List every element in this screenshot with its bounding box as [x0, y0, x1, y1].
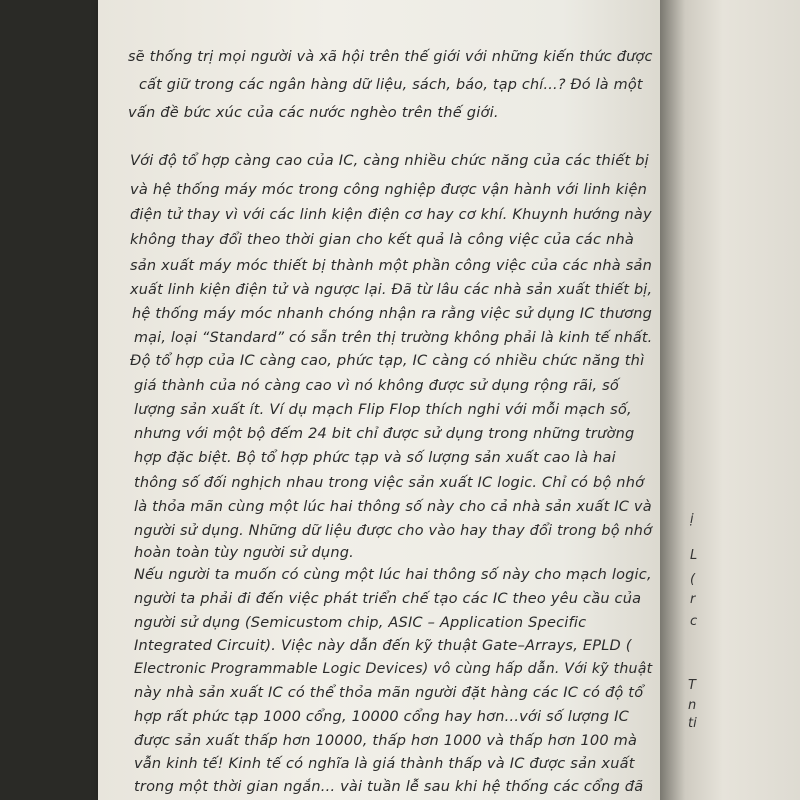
text-line: trong một thời gian ngắn... vài tuần lễ sau khi hệ thống các cổng đã — [134, 778, 644, 795]
text-line: Nếu người ta muốn có cùng một lúc hai thông số này cho mạch logic, — [134, 566, 652, 583]
text-line: Với độ tổ hợp càng cao của IC, càng nhiều chức năng của các thiết bị — [130, 152, 649, 169]
edge-glyph: n — [688, 698, 697, 713]
text-line: người sử dụng. Những dữ liệu được cho vào hay thay đổi trong bộ nhớ — [134, 522, 653, 539]
text-line: và hệ thống máy móc trong công nghiệp được vận hành với linh kiện — [130, 181, 648, 198]
text-line: điện tử thay vì với các linh kiện điện cơ hay cơ khí. Khuynh hướng này — [130, 206, 652, 223]
edge-glyph: r — [690, 592, 696, 607]
text-line: không thay đổi theo thời gian cho kết quả là công việc của các nhà — [130, 231, 635, 248]
adjacent-page — [660, 0, 800, 800]
edge-glyph: c — [690, 614, 698, 629]
text-line: Integrated Circuit). Việc này dẫn đến kỹ thuật Gate–Arrays, EPLD ( — [134, 637, 632, 654]
edge-glyph: T — [688, 678, 696, 693]
edge-glyph: ti — [688, 716, 697, 731]
text-line: hợp đặc biệt. Bộ tổ hợp phức tạp và số lượng sản xuất cao là hai — [134, 449, 616, 466]
text-line: lượng sản xuất ít. Ví dụ mạch Flip Flop thích nghi với mỗi mạch số, — [134, 401, 632, 418]
text-line: Electronic Programmable Logic Devices) vô cùng hấp dẫn. Với kỹ thuật — [134, 660, 653, 677]
text-line: là thỏa mãn cùng một lúc hai thông số này cho cả nhà sản xuất IC và — [134, 498, 652, 515]
text-line: xuất linh kiện điện tử và ngược lại. Đã từ lâu các nhà sản xuất thiết bị, — [130, 281, 653, 298]
text-line: vấn đề bức xúc của các nước nghèo trên thế giới. — [128, 104, 499, 121]
edge-glyph: L — [690, 548, 698, 563]
edge-glyph: ( — [690, 572, 696, 587]
text-line: này nhà sản xuất IC có thể thỏa mãn người đặt hàng các IC có độ tổ — [134, 684, 644, 701]
text-line: hoàn toàn tùy người sử dụng. — [134, 544, 355, 561]
text-line: mại, loại “Standard” có sẵn trên thị trường không phải là kinh tế nhất. — [134, 329, 653, 346]
text-line: cất giữ trong các ngân hàng dữ liệu, sách, báo, tạp chí...? Đó là một — [139, 76, 643, 93]
text-line: hệ thống máy móc nhanh chóng nhận ra rằng việc sử dụng IC thương — [132, 305, 653, 322]
edge-glyph: ị — [690, 512, 694, 527]
text-line: nhưng với một bộ đếm 24 bit chỉ được sử dụng trong những trường — [134, 425, 635, 442]
text-line: sẽ thống trị mọi người và xã hội trên thế giới với những kiến thức được — [128, 48, 653, 65]
text-line: người sử dụng (Semicustom chip, ASIC – Application Specific — [134, 614, 587, 631]
text-line: giá thành của nó càng cao vì nó không được sử dụng rộng rãi, số — [134, 377, 620, 394]
text-line: thông số đối nghịch nhau trong việc sản xuất IC logic. Chỉ có bộ nhớ — [134, 474, 645, 491]
text-line: vẫn kinh tế! Kinh tế có nghĩa là giá thành thấp và IC được sản xuất — [134, 755, 635, 772]
text-line: Độ tổ hợp của IC càng cao, phức tạp, IC càng có nhiều chức năng thì — [130, 352, 645, 369]
text-line: người ta phải đi đến việc phát triển chế tạo các IC theo yêu cầu của — [134, 590, 642, 607]
text-line: hợp rất phức tạp 1000 cổng, 10000 cổng hay hơn...với số lượng IC — [134, 708, 630, 725]
text-line: được sản xuất thấp hơn 10000, thấp hơn 1000 và thấp hơn 100 mà — [134, 732, 638, 749]
text-line: sản xuất máy móc thiết bị thành một phần công việc của các nhà sản — [130, 257, 652, 274]
